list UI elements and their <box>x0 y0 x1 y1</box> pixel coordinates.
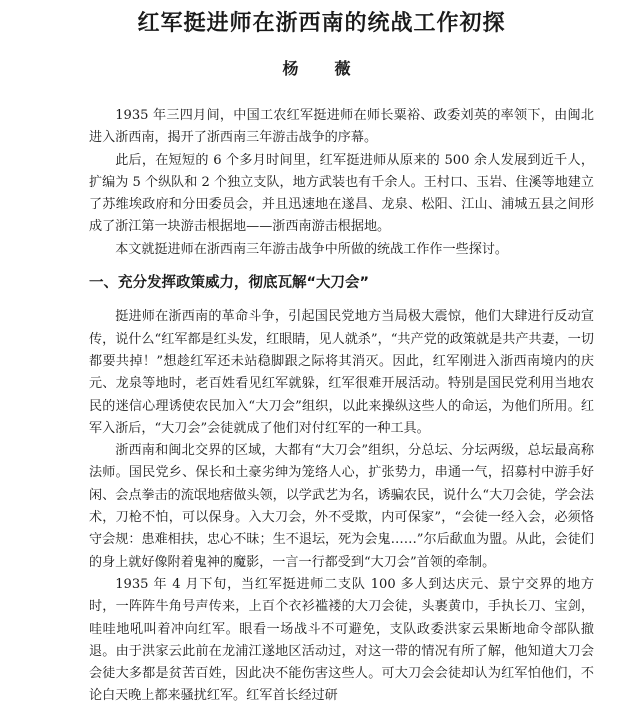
article-author: 杨 薇 <box>282 59 361 78</box>
paragraph: 1935 年 4 月下旬，当红军挺进师二支队 100 多人到达庆元、景宁交界的地方时，一阵阵牛角号声传来，上百个衣衫褴褛的大刀会徒，头裹黄巾，手执长刀、宝剑，哇哇地吼叫着冲向红军。眼看一场战斗不可避免，支队政委洪家云果断地命令部队撤退。由于洪家云此前在龙浦江遂地区活动过，对这一带的情况有所了解，他知道大刀会会徒大多都是贫苦百姓，因此决不能伤害这些人。可大刀会会徒却认为红军怕他们，不论白天晚上都来骚扰红军。红军首长经过研 <box>89 576 594 704</box>
paragraph: 浙西南和闽北交界的区域，大都有“大刀会”组织，分总坛、分坛两级，总坛最高称法师。国民党乡、保长和土豪劣绅为笼络人心，扩张势力，串通一气，招募村中游手好闲、会点拳击的流氓地痞做头领，以学武艺为名，诱骗农民，说什么“大刀会徒，学会法术，刀枪不怕，可以保身。入大刀会，外不受欺，内可保家”，“会徒一经入会，必须恪守会规：患难相扶，忠心不昧；生不退坛，死为会鬼……”尔后歃血为盟。从此，会徒们的身上就好像附着鬼神的魔影，一言一行都受到“大刀会”首领的牵制。 <box>89 443 594 570</box>
article-title: 红军挺进师在浙西南的统战工作初探 <box>137 11 506 36</box>
paragraph: 1935 年三四月间，中国工农红军挺进师在师长粟裕、政委刘英的率领下，由闽北进入浙西南，揭开了浙西南三年游击战争的序幕。 <box>89 108 594 146</box>
article-body <box>89 105 594 708</box>
paragraph: 此后，在短短的 6 个多月时间里，红军挺进师从原来的 500 余人发展到近千人，扩编为 5 个纵队和 2 个独立支队，地方武装也有千余人。王村口、玉岩、住溪等地建立了苏维埃政府和分田委员会，并且迅速地在遂昌、龙泉、松阳、江山、浦城五县之间形成了浙江第一块游击根据地——浙西南游击根据地。 <box>89 152 594 235</box>
section-heading: 一、充分发挥政策威力，彻底瓦解“大刀会” <box>89 275 370 292</box>
paragraph: 本文就挺进师在浙西南三年游击战争中所做的统战工作作一些探讨。 <box>115 241 508 257</box>
paragraph: 挺进师在浙西南的革命斗争，引起国民党地方当局极大震惊，他们大肆进行反动宣传，说什么“红军都是红头发，红眼睛，见人就杀”，“共产党的政策就是共产共妻，一切都要共掉！”想趁红军还未站稳脚跟之际将其消灭。因此，红军刚进入浙西南境内的庆元、龙泉等地时，老百姓看见红军就躲，红军很难开展活动。特别是国民党利用当地农民的迷信心理诱使农民加入“大刀会”组织，以此来操纵这些人的命运，为他们所用。红军入浙后，“大刀会”会徒就成了他们对付红军的一种工具。 <box>89 309 594 436</box>
